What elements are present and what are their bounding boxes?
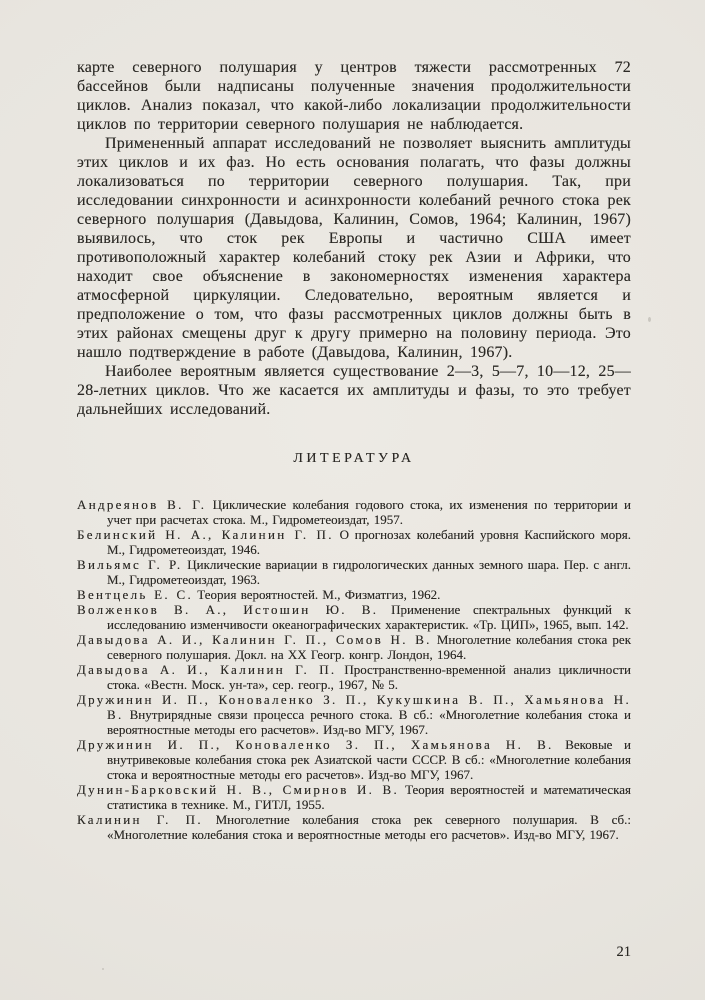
body-paragraph: Наиболее вероятным является существование 2—3, 5—7, 10—12, 25—28-летних циклов. Что же касается их амплитуды и фазы, то это требует дальнейших исследований. xyxy=(77,363,631,418)
scan-speck xyxy=(648,317,651,322)
entry-text: О прогнозах колебаний уровня Каспийского моря. М., Гидрометеоиздат, 1946. xyxy=(107,527,631,557)
entry-author: Дружинин И. П., Коноваленко З. П., Кукушкина В. П., Хамьянова Н. В. xyxy=(77,692,631,722)
entry-text: Циклические вариации в гидрологических данных земного шара. Пер. с англ. М., Гидрометеоиздат, 1963. xyxy=(107,557,632,587)
bibliography-entry xyxy=(77,602,631,632)
bibliography-entry xyxy=(77,782,631,812)
page-number: 21 xyxy=(616,944,631,960)
bibliography-entry xyxy=(77,662,631,692)
entry-text: Многолетние колебания стока рек северного полушария. Докл. на XX Геогр. конгр. Лондон, 1964. xyxy=(107,632,632,662)
bibliography-entry xyxy=(77,812,631,842)
entry-author: Вильямс Г. Р. xyxy=(77,557,183,572)
entry-author: Дунин-Барковский Н. В., Смирнов И. В. xyxy=(77,782,400,797)
bibliography-entry xyxy=(77,497,631,527)
entry-text: Внутрирядные связи процесса речного стока. В сб.: «Многолетние колебания стока и вероятностные методы его расчетов». Изд-во МГУ, 1967. xyxy=(107,707,631,737)
entry-text: Применение спектральных функций к исследованию изменчивости океанографических характеристик. «Тр. ЦИП», 1965, вып. 142. xyxy=(107,602,631,632)
bibliography-entry xyxy=(77,632,631,662)
page-content xyxy=(77,58,631,842)
entry-text: Циклические колебания годового стока, их изменения по территории и учет при расчетах стока. М., Гидрометеоиздат, 1957. xyxy=(107,497,631,527)
bibliography-entry xyxy=(77,557,631,587)
body-paragraph: карте северного полушария у центров тяжести рассмотренных 72 бассейнов были надписаны полученные значения продолжительности циклов. Анализ показал, что какой-либо локализации продолжительности циклов по территории северного полушария не наблюдается. xyxy=(77,59,631,133)
entry-author: Волженков В. А., Истошин Ю. В. xyxy=(77,602,379,617)
bibliography-entry xyxy=(77,527,631,557)
scan-speck xyxy=(102,968,104,970)
entry-author: Давыдова А. И., Калинин Г. П. xyxy=(77,662,337,677)
entry-author: Давыдова А. И., Калинин Г. П., Сомов Н. В. xyxy=(77,632,432,647)
entry-author: Вентцель Е. С. xyxy=(77,587,194,602)
entry-text: Теория вероятностей и математическая статистика в технике. М., ГИТЛ, 1955. xyxy=(107,782,631,812)
entry-author: Андреянов В. Г. xyxy=(77,497,207,512)
bibliography-entry xyxy=(77,587,631,602)
bibliography-list xyxy=(77,497,631,842)
literature-heading: ЛИТЕРАТУРА xyxy=(293,451,415,466)
entry-text: Многолетние колебания стока рек северного полушария. В сб.: «Многолетние колебания стока и вероятностные методы его расчетов». Изд-во МГУ, 1967. xyxy=(107,812,632,842)
entry-author: Дружинин И. П., Коноваленко З. П., Хамьянова Н. В. xyxy=(77,737,554,752)
bibliography-entry xyxy=(77,737,631,782)
body-paragraph: Примененный аппарат исследований не позволяет выяснить амплитуды этих циклов и их фаз. Но есть основания полагать, что фазы должны локализоваться по территории северного полушария. Так, при исследовании синхронности и асинхронности колебаний речного стока рек северного полушария (Давыдова, Калинин, Сомов, 1964; Калинин, 1967) выявилось, что сток рек Европы и частично США имеет противоположный характер колебаний стоку рек Азии и Африки, что находит свое объяснение в закономерностях изменения характера атмосферной циркуляции. Следовательно, вероятным является и предположение о том, что фазы рассмотренных циклов должны быть в этих районах смещены друг к другу примерно на половину периода. Это нашло подтверждение в работе (Давыдова, Калинин, 1967). xyxy=(77,135,631,361)
entry-author: Калинин Г. П. xyxy=(77,812,203,827)
entry-author: Белинский Н. А., Калинин Г. П. xyxy=(77,527,334,542)
entry-text: Теория вероятностей. М., Физматгиз, 1962. xyxy=(197,587,441,602)
entry-text: Пространственно-временной анализ цикличности стока. «Вестн. Моск. ун-та», сер. геогр., 1967, № 5. xyxy=(107,662,631,692)
bibliography-entry xyxy=(77,692,631,737)
entry-text: Вековые и внутривековые колебания стока рек Азиатской части СССР. В сб.: «Многолетние колебания стока и вероятностные методы его расчетов». Изд-во МГУ, 1967. xyxy=(107,737,632,782)
